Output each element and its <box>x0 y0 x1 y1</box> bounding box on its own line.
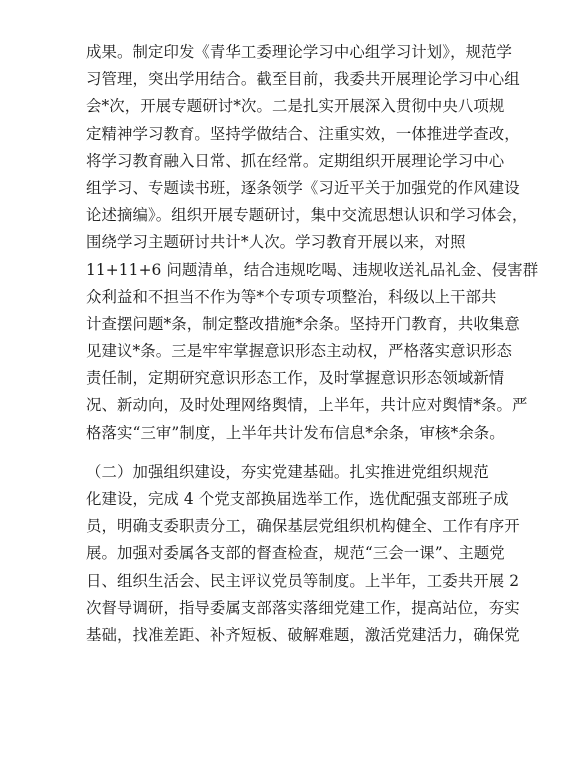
text-line: 将学习教育融入日常、抓在经常。定期组织开展理论学习中心 <box>86 151 505 170</box>
text-line: 定精神学习教育。坚持学做结合、注重实效，一体推进学查改， <box>86 124 520 143</box>
text-line: 论述摘编》。组织开展专题研讨，集中交流思想认识和学习体会， <box>86 206 528 225</box>
paragraph-spacer <box>86 447 506 459</box>
text-line: 格落实“三审”制度，上半年共计发布信息*余条，审核*余条。 <box>86 423 505 442</box>
text-line: 见建议*条。三是牢牢掌握意识形态主动权，严格落实意识形态 <box>86 342 513 361</box>
text-line: 会*次，开展专题研讨*次。二是扎实开展深入贯彻中央八项规 <box>86 97 505 116</box>
text-line: 众利益和不担当不作为等*个专项专项整治，科级以上干部共 <box>86 287 497 306</box>
text-line: 况、新动向，及时处理网络舆情，上半年，共计应对舆情*条。严 <box>86 396 528 415</box>
text-line: 化建设，完成 4 个党支部换届选举工作，选优配强支部班子成 <box>86 490 509 508</box>
text-line: 计查摆问题*条，制定整改措施*余条。坚持开门教育，共收集意 <box>86 314 520 333</box>
paragraph-1 <box>86 39 539 447</box>
text-line: 成果。制定印发《青华工委理论学习中心组学习计划》，规范学 <box>86 43 513 61</box>
document-body <box>86 39 539 649</box>
text-line: 习管理，突出学用结合。截至目前，我委共开展理论学习中心组 <box>86 70 520 89</box>
text-line: 日、组织生活会、民主评议党员等制度。上半年，工委共开展 2 <box>86 571 520 590</box>
text-line: （二）加强组织建设，夯实党建基础。扎实推进党组织规范 <box>86 462 489 481</box>
text-line: 围绕学习主题研讨共计*人次。学习教育开展以来，对照 <box>86 233 466 252</box>
text-line: 展。加强对委属各支部的督查检查，规范“三会一课”、主题党 <box>86 544 505 563</box>
text-line: 责任制，定期研究意识形态工作，及时掌握意识形态领域新情 <box>86 369 505 388</box>
text-line: 11+11+6 问题清单，结合违规吃喝、违规收送礼品礼金、侵害群 <box>86 260 539 279</box>
text-line: 员，明确支委职责分工，确保基层党组织机构健全、工作有序开 <box>86 517 520 536</box>
text-line: 组学习、专题读书班，逐条领学《习近平关于加强党的作风建设 <box>86 178 520 197</box>
text-line: 次督导调研，指导委属支部落实落细党建工作，提高站位，夯实 <box>86 598 520 617</box>
paragraph-2 <box>86 459 520 649</box>
text-line: 基础，找准差距、补齐短板、破解难题，激活党建活力，确保党 <box>86 625 520 644</box>
